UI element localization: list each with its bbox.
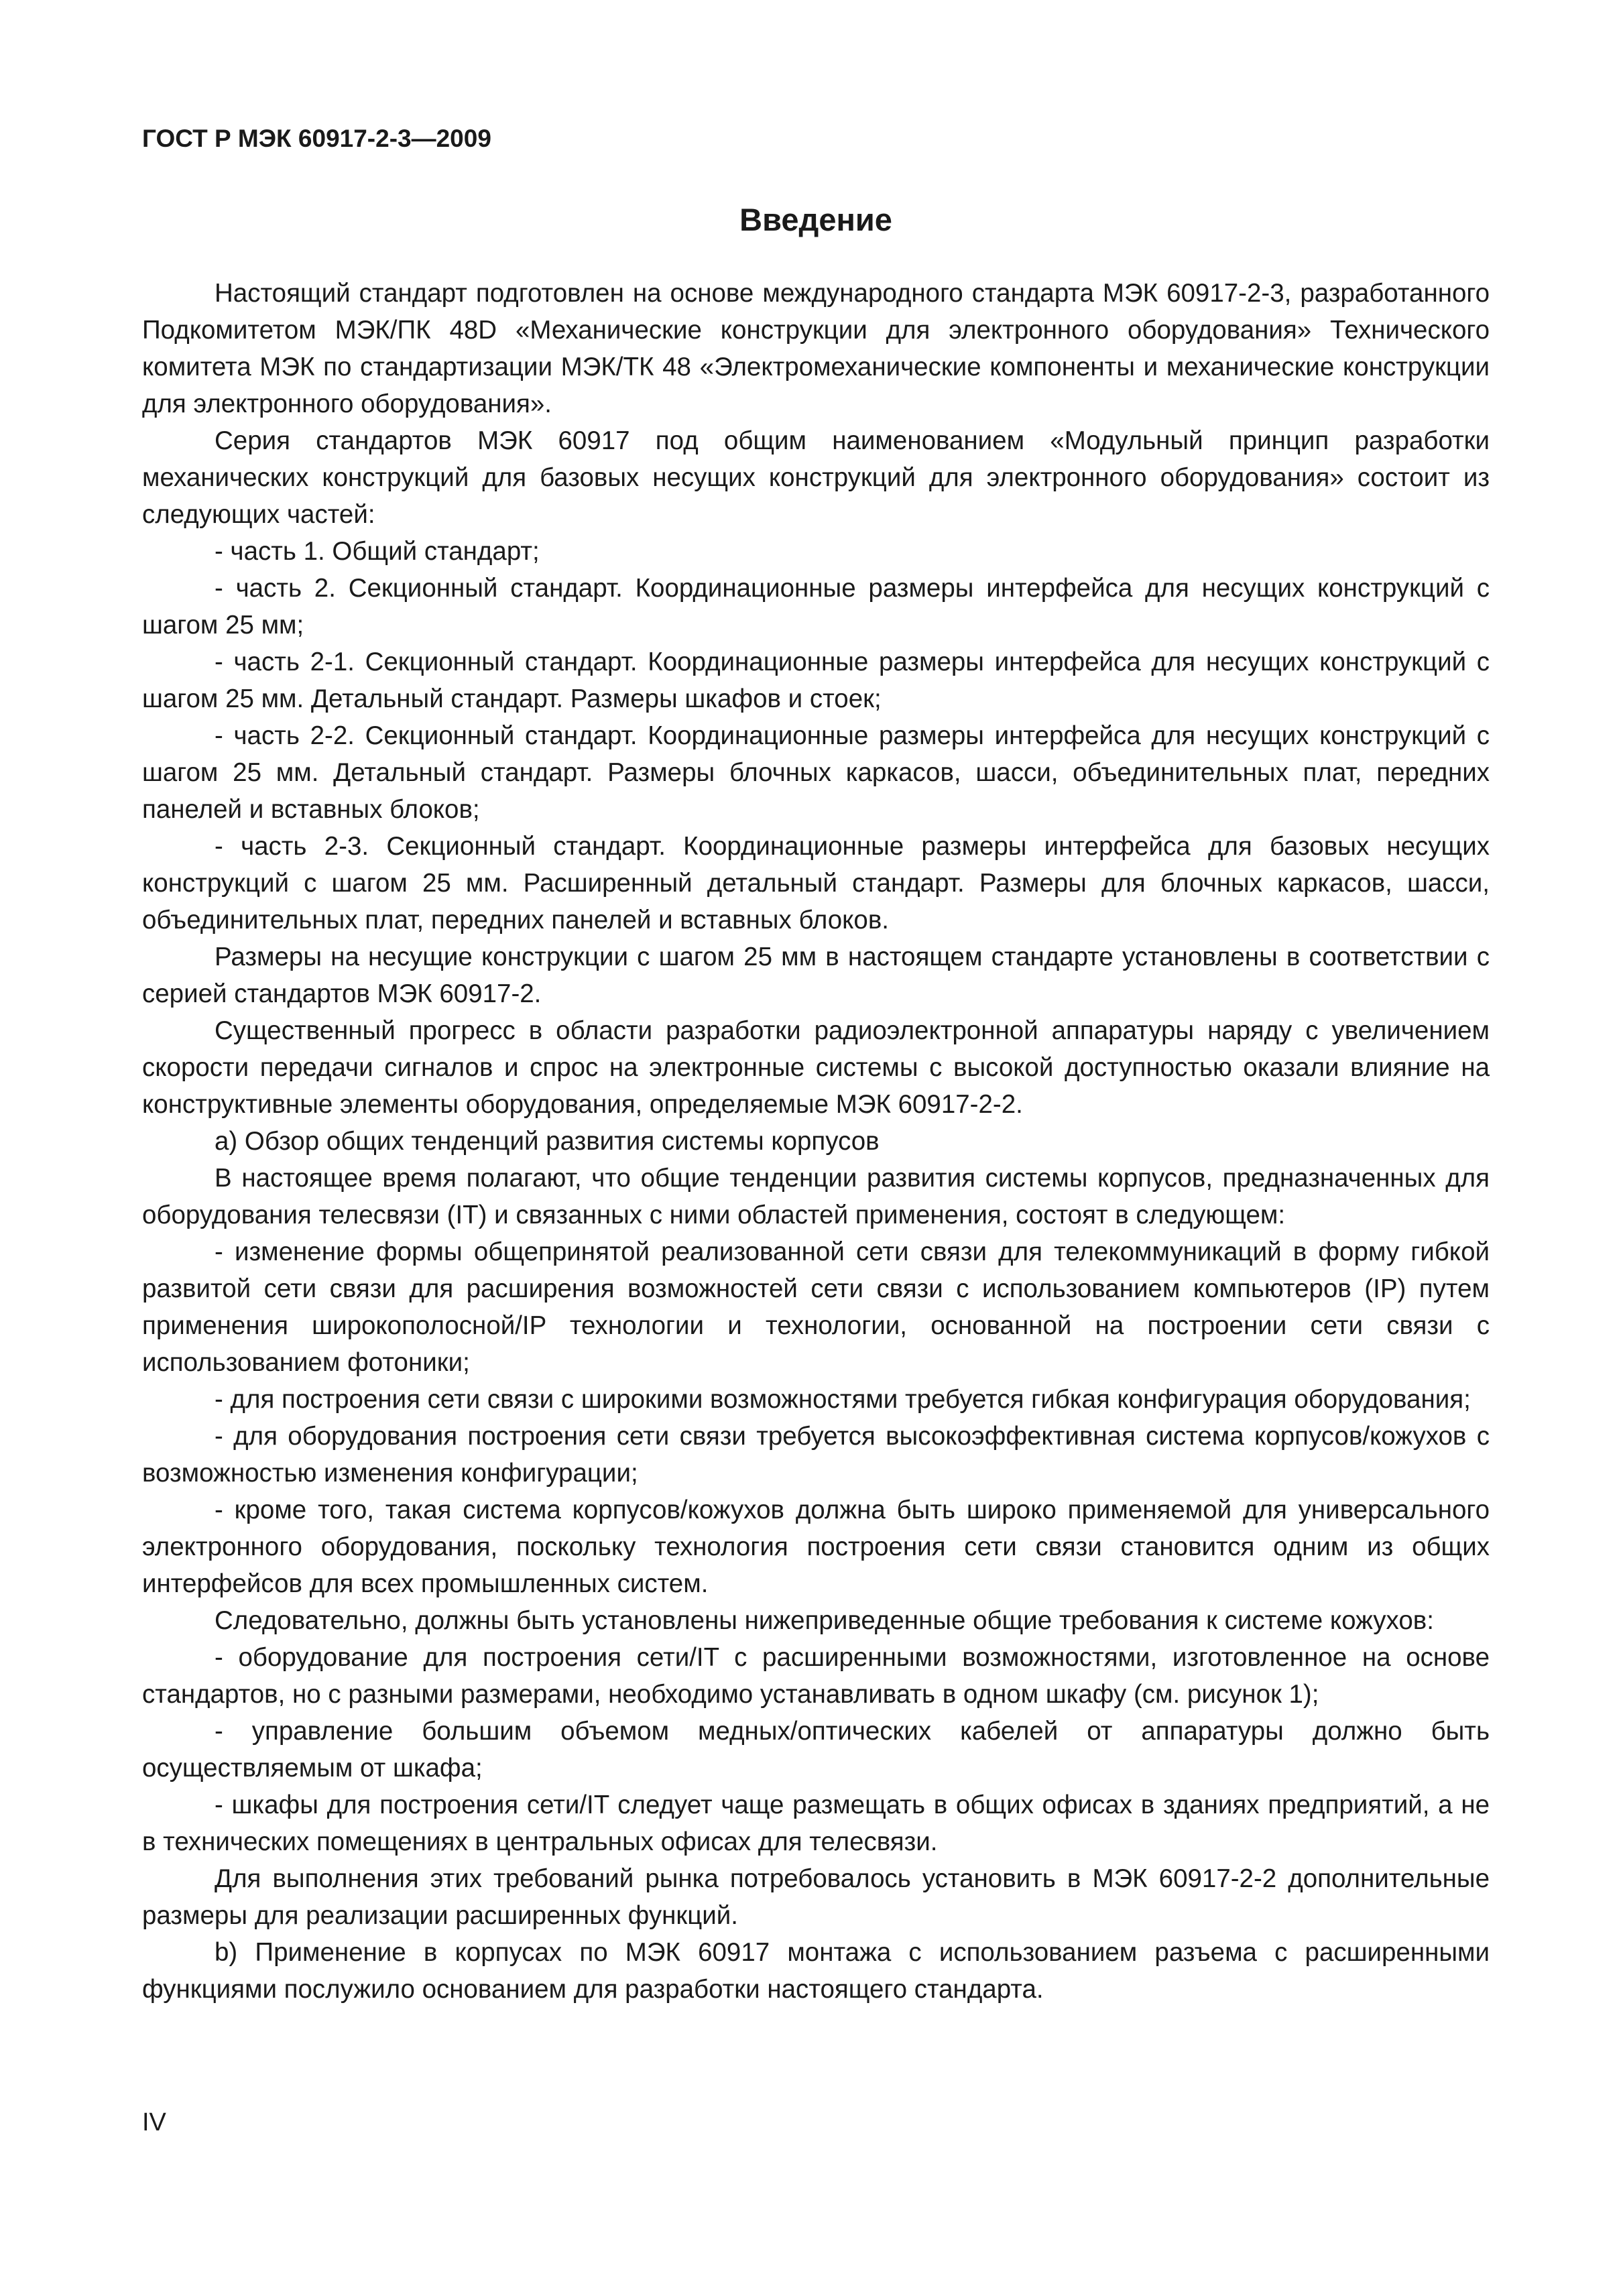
list-item: - изменение формы общепринятой реализованной сети связи для телекоммуникаций в форму гибкой развитой сети связи для расширения возможностей сети связи с использованием компьютеров (IP) путем применения широкополосной/IP технологии и технологии, основанной на построении сети связи с использованием фотоники; <box>142 1237 1490 1377</box>
paragraph: Существенный прогресс в области разработки радиоэлектронной аппаратуры наряду с увеличением скорости передачи сигналов и спрос на электронные системы с высокой доступностью оказали влияние на конструктивные элементы оборудования, определяемые МЭК 60917-2-2. <box>142 1016 1490 1119</box>
list-item: - для построения сети связи с широкими возможностями требуется гибкая конфигурация оборудования; <box>215 1385 1471 1414</box>
paragraph: Настоящий стандарт подготовлен на основе международного стандарта МЭК 60917-2-3, разработанного Подкомитетом МЭК/ПК 48D «Механические конструкции для электронного оборудования» Технического комитета МЭК по стандартизации МЭК/ТК 48 «Электромеханические компоненты и механические конструкции для электронного оборудования». <box>142 279 1490 418</box>
section-title: Введение <box>739 202 892 237</box>
paragraph: Для выполнения этих требований рынка потребовалось установить в МЭК 60917-2-2 дополнительные размеры для реализации расширенных функций. <box>142 1864 1490 1930</box>
page-number: IV <box>142 2108 166 2136</box>
list-item: - кроме того, такая система корпусов/кожухов должна быть широко применяемой для универсального электронного оборудования, поскольку технология построения сети связи становится одним из общих интерфейсов для всех промышленных систем. <box>142 1496 1490 1598</box>
list-item: - оборудование для построения сети/IT с расширенными возможностями, изготовленное на основе стандартов, но с разными размерами, необходимо устанавливать в одном шкафу (см. рисунок 1); <box>142 1643 1490 1709</box>
introduction-body <box>142 275 1490 2008</box>
paragraph: В настоящее время полагают, что общие тенденции развития системы корпусов, предназначенных для оборудования телесвязи (IT) и связанных с ними областей применения, состоят в следующем: <box>142 1164 1490 1229</box>
subsection-heading: b) Применение в корпусах по МЭК 60917 монтажа с использованием разъема с расширенными функциями послужило основанием для разработки настоящего стандарта. <box>142 1938 1490 2004</box>
list-item: - часть 2. Секционный стандарт. Координационные размеры интерфейса для несущих конструкций с шагом 25 мм; <box>142 574 1490 640</box>
list-item: - часть 2-1. Секционный стандарт. Координационные размеры интерфейса для несущих конструкций с шагом 25 мм. Детальный стандарт. Размеры шкафов и стоек; <box>142 648 1490 713</box>
paragraph: Размеры на несущие конструкции с шагом 25 мм в настоящем стандарте установлены в соответствии с серией стандартов МЭК 60917-2. <box>142 943 1490 1008</box>
paragraph: Серия стандартов МЭК 60917 под общим наименованием «Модульный принцип разработки механических конструкций для базовых несущих конструкций для электронного оборудования» состоит из следующих частей: <box>142 426 1490 529</box>
list-item: - часть 2-3. Секционный стандарт. Координационные размеры интерфейса для базовых несущих конструкций с шагом 25 мм. Расширенный детальный стандарт. Размеры для блочных каркасов, шасси, объединительных плат, передних панелей и вставных блоков. <box>142 832 1490 934</box>
list-item: - шкафы для построения сети/IT следует чаще размещать в общих офисах в зданиях предприятий, а не в технических помещениях в центральных офисах для телесвязи. <box>142 1791 1490 1856</box>
list-item: - для оборудования построения сети связи требуется высокоэффективная система корпусов/кожухов с возможностью изменения конфигурации; <box>142 1422 1490 1488</box>
paragraph: Следовательно, должны быть установлены нижеприведенные общие требования к системе кожухов: <box>215 1606 1434 1635</box>
standard-designation: ГОСТ Р МЭК 60917-2-3—2009 <box>142 125 491 152</box>
list-item: - управление большим объемом медных/оптических кабелей от аппаратуры должно быть осуществляемым от шкафа; <box>142 1717 1490 1783</box>
subsection-heading: a) Обзор общих тенденций развития системы корпусов <box>215 1127 880 1156</box>
list-item: - часть 1. Общий стандарт; <box>215 537 540 566</box>
list-item: - часть 2-2. Секционный стандарт. Координационные размеры интерфейса для несущих конструкций с шагом 25 мм. Детальный стандарт. Размеры блочных каркасов, шасси, объединительных плат, передних панелей и вставных блоков; <box>142 721 1490 824</box>
